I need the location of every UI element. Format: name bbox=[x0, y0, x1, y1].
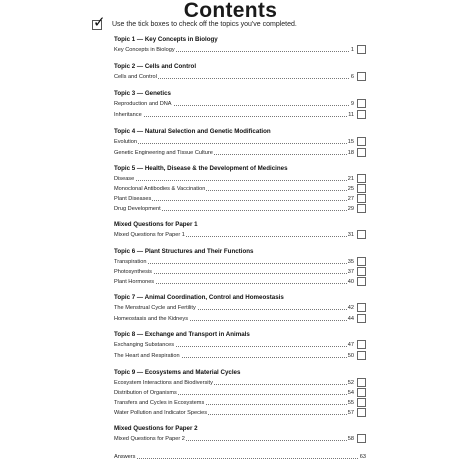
dot-leader bbox=[114, 143, 351, 144]
entry-name: Plant Diseases bbox=[114, 196, 152, 202]
tick-icon: ✓ bbox=[93, 13, 106, 31]
entry-page-number: 15 bbox=[347, 139, 354, 145]
section-title: Mixed Questions for Paper 2 bbox=[114, 425, 198, 432]
completion-checkbox[interactable] bbox=[357, 230, 366, 239]
toc-entry bbox=[114, 387, 366, 397]
completion-checkbox[interactable] bbox=[357, 204, 366, 213]
completion-checkbox[interactable] bbox=[357, 110, 366, 119]
intro-line bbox=[92, 13, 297, 32]
section-title: Topic 5 — Health, Disease & the Development of Medicines bbox=[114, 165, 288, 172]
toc-entry bbox=[114, 173, 366, 183]
dot-leader bbox=[114, 458, 362, 459]
entry-page-number: 21 bbox=[347, 176, 354, 182]
entry-name: Mixed Questions for Paper 2 bbox=[114, 436, 185, 442]
entry-page-number: 58 bbox=[347, 436, 354, 442]
toc-entry bbox=[114, 71, 366, 81]
toc-entry bbox=[114, 397, 366, 407]
completion-checkbox[interactable] bbox=[357, 267, 366, 276]
entry-name: Homeostasis and the Kidneys bbox=[114, 316, 189, 322]
entry-name: Photosynthesis bbox=[114, 269, 152, 275]
entry-name: Transpiration bbox=[114, 259, 147, 265]
entry-page-number: 52 bbox=[347, 380, 354, 386]
entry-name: The Menstrual Cycle and Fertility bbox=[114, 305, 196, 311]
entry-name: Genetic Engineering and Tissue Culture bbox=[114, 150, 213, 156]
entry-name: The Heart and Respiration bbox=[114, 353, 180, 359]
section-title: Topic 2 — Cells and Control bbox=[114, 63, 197, 70]
entry-name: Exchanging Substances bbox=[114, 342, 175, 348]
entry-name: Evolution bbox=[114, 139, 138, 145]
toc-entry bbox=[114, 193, 366, 203]
section-title: Topic 4 — Natural Selection and Genetic Modification bbox=[114, 128, 271, 135]
answers-entry bbox=[114, 451, 366, 461]
completion-checkbox[interactable] bbox=[357, 184, 366, 193]
toc-entry bbox=[114, 183, 366, 193]
entry-page-number: 37 bbox=[347, 269, 354, 275]
toc-entry bbox=[114, 136, 366, 146]
toc-entry bbox=[114, 350, 366, 360]
toc-entry bbox=[114, 377, 366, 387]
entry-page-number: 44 bbox=[347, 316, 354, 322]
entry-page-number: 27 bbox=[347, 196, 354, 202]
entry-page-number: 29 bbox=[347, 206, 354, 212]
entry-page-number: 42 bbox=[347, 305, 354, 311]
entry-name: Drug Development bbox=[114, 206, 161, 212]
toc-entry bbox=[114, 203, 366, 213]
section-title: Topic 7 — Animal Coordination, Control and Homeostasis bbox=[114, 294, 284, 301]
completion-checkbox[interactable] bbox=[357, 148, 366, 157]
toc-entry bbox=[114, 276, 366, 286]
entry-name: Reproduction and DNA bbox=[114, 101, 172, 107]
toc-entry bbox=[114, 407, 366, 417]
toc-entry bbox=[114, 256, 366, 266]
answers-label: Answers bbox=[114, 454, 136, 460]
toc-entry bbox=[114, 302, 366, 312]
section-title: Topic 9 — Ecosystems and Material Cycles bbox=[114, 369, 241, 376]
toc-entry bbox=[114, 98, 366, 108]
entry-page-number: 54 bbox=[347, 390, 354, 396]
completion-checkbox[interactable] bbox=[357, 388, 366, 397]
entry-page-number: 11 bbox=[348, 112, 354, 118]
completion-checkbox[interactable] bbox=[357, 277, 366, 286]
page-title: Contents bbox=[183, 0, 278, 22]
entry-name: Key Concepts in Biology bbox=[114, 47, 175, 53]
entry-page-number: 31 bbox=[347, 232, 354, 238]
toc-entry bbox=[114, 109, 366, 119]
toc-entry bbox=[114, 44, 366, 54]
completion-checkbox[interactable] bbox=[357, 72, 366, 81]
entry-name: Mixed Questions for Paper 1 bbox=[114, 232, 185, 238]
entry-name: Cells and Control bbox=[114, 74, 157, 80]
toc-entry bbox=[114, 433, 366, 443]
completion-checkbox[interactable] bbox=[357, 137, 366, 146]
entry-name: Water Pollution and Indicator Species bbox=[114, 410, 208, 416]
entry-name: Inheritance bbox=[114, 112, 142, 118]
entry-page-number: 35 bbox=[347, 259, 354, 265]
section-title: Topic 6 — Plant Structures and Their Functions bbox=[114, 248, 254, 255]
entry-page-number: 25 bbox=[347, 186, 354, 192]
answers-page-number: 63 bbox=[359, 454, 366, 460]
section-title: Topic 3 — Genetics bbox=[114, 90, 171, 97]
completion-checkbox[interactable] bbox=[357, 398, 366, 407]
completion-checkbox[interactable] bbox=[357, 408, 366, 417]
toc-entry bbox=[114, 229, 366, 239]
section-title: Mixed Questions for Paper 1 bbox=[114, 221, 198, 228]
completion-checkbox[interactable] bbox=[357, 378, 366, 387]
entry-page-number: 40 bbox=[347, 279, 354, 285]
completion-checkbox[interactable] bbox=[357, 314, 366, 323]
section-title: Topic 8 — Exchange and Transport in Animals bbox=[114, 331, 250, 338]
toc-entry bbox=[114, 313, 366, 323]
completion-checkbox[interactable] bbox=[357, 99, 366, 108]
entry-name: Plant Hormones bbox=[114, 279, 155, 285]
entry-name: Ecosystem Interactions and Biodiversity bbox=[114, 380, 213, 386]
entry-page-number: 9 bbox=[350, 101, 354, 107]
dot-leader bbox=[114, 116, 351, 117]
entry-name: Disease bbox=[114, 176, 135, 182]
completion-checkbox[interactable] bbox=[357, 194, 366, 203]
completion-checkbox[interactable] bbox=[357, 340, 366, 349]
intro-text: Use the tick boxes to check off the topics you've completed. bbox=[112, 20, 297, 28]
toc-entry bbox=[114, 339, 366, 349]
entry-page-number: 47 bbox=[347, 342, 354, 348]
entry-name: Monoclonal Antibodies & Vaccination bbox=[114, 186, 206, 192]
section-title: Topic 1 — Key Concepts in Biology bbox=[114, 36, 218, 43]
completion-checkbox[interactable] bbox=[357, 434, 366, 443]
entry-page-number: 6 bbox=[350, 74, 354, 80]
completion-checkbox[interactable] bbox=[357, 351, 366, 360]
dot-leader bbox=[114, 180, 351, 181]
completion-checkbox[interactable] bbox=[357, 303, 366, 312]
completion-checkbox[interactable] bbox=[357, 174, 366, 183]
dot-leader bbox=[114, 263, 351, 264]
completion-checkbox[interactable] bbox=[357, 45, 366, 54]
entry-page-number: 1 bbox=[350, 47, 354, 53]
toc-entry bbox=[114, 147, 366, 157]
entry-page-number: 57 bbox=[347, 410, 354, 416]
completion-checkbox[interactable] bbox=[357, 257, 366, 266]
toc-entry bbox=[114, 266, 366, 276]
entry-page-number: 50 bbox=[347, 353, 354, 359]
entry-page-number: 18 bbox=[347, 150, 354, 156]
entry-name: Transfers and Cycles in Ecosystems bbox=[114, 400, 205, 406]
entry-name: Distribution of Organisms bbox=[114, 390, 177, 396]
entry-page-number: 55 bbox=[347, 400, 354, 406]
